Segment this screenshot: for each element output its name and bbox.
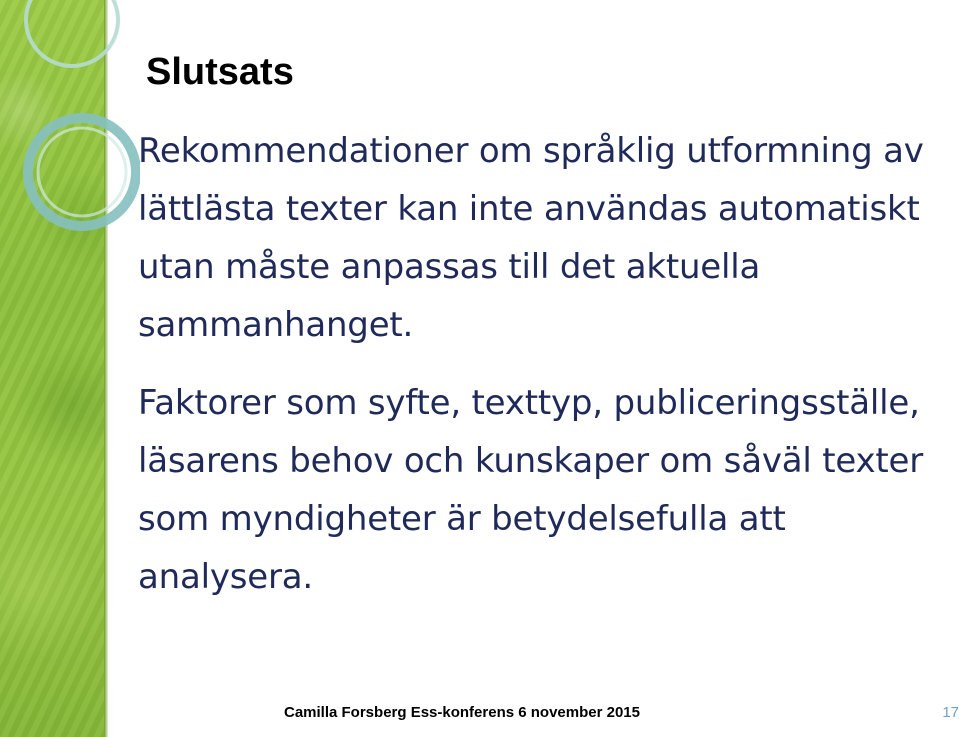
body-paragraph-1: Rekommendationer om språklig utformning av lättlästa texter kan inte användas automatiskt utan måste anpassas till det aktuella sammanhanget. — [138, 131, 924, 345]
slide-footer: Camilla Forsberg Ess-konferens 6 november 2015 — [284, 704, 640, 721]
decorative-ring-inner — [38, 128, 126, 216]
slide-title: Slutsats — [146, 51, 294, 93]
decorative-rings-icon — [0, 0, 140, 260]
body-paragraph-2: Faktorer som syfte, texttyp, publiceringsställe, läsarens behov och kunskaper om såväl texter som myndigheter är betydelsefulla att analysera. — [138, 383, 924, 597]
page-number: 17 — [942, 704, 959, 721]
decorative-ring-large — [26, 0, 118, 66]
decorative-ring-small — [28, 118, 136, 226]
